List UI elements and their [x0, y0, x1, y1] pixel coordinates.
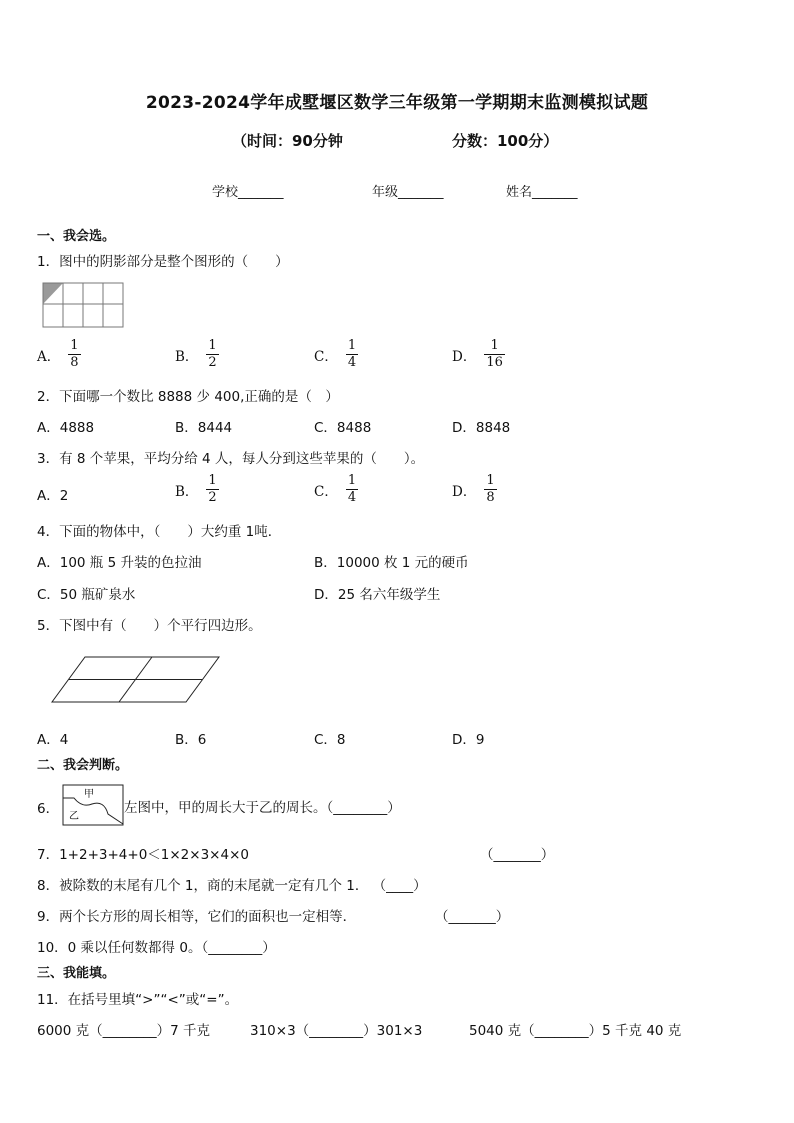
q2-option-b[interactable]: B．8444	[175, 420, 233, 436]
q5-option-d[interactable]: D．9	[452, 732, 485, 748]
fraction: $\frac{1}{8}$	[70, 338, 79, 370]
q2-option-c[interactable]: C．8488	[314, 420, 372, 436]
q11-item-2[interactable]: 310×3（________）301×3	[250, 1023, 423, 1039]
grid-figure	[41, 281, 125, 329]
question-4-text: 4．下面的物体中，（ ）大约重 1吨．	[37, 524, 282, 540]
question-9-text: 9．两个长方形的周长相等，它们的面积也一定相等．	[37, 909, 357, 925]
shaded-triangle	[43, 283, 63, 304]
q3-option-c[interactable]: C． $\frac{1}{4}$	[314, 473, 357, 505]
question-1-text: 1．图中的阴影部分是整个图形的（ ）	[37, 254, 289, 270]
exam-time: （时间：90分钟	[232, 132, 343, 150]
question-3-text: 3．有 8 个苹果，平均分给 4 人，每人分到这些苹果的（ ）。	[37, 451, 425, 467]
question-11-text: 11．在括号里填“>”“<”或“=”。	[37, 992, 239, 1008]
question-6-number: 6．	[37, 801, 60, 817]
q4-option-a[interactable]: A．100 瓶 5 升装的色拉油	[37, 555, 202, 571]
question-10-text: 10．0 乘以任何数都得 0。（________）	[37, 940, 276, 956]
fraction: $\frac{1}{8}$	[486, 473, 495, 505]
q9-answer-blank[interactable]: （_______）	[435, 909, 510, 925]
q5-option-a[interactable]: A．4	[37, 732, 69, 748]
jia-yi-figure	[62, 784, 124, 826]
page-title: 2023-2024学年成墅堰区数学三年级第一学期期末监测模拟试题	[145, 93, 649, 113]
q4-option-d[interactable]: D．25 名六年级学生	[314, 587, 441, 603]
label-yi: 乙	[69, 811, 79, 822]
q4-option-b[interactable]: B．10000 枚 1 元的硬币	[314, 555, 469, 571]
q5-option-c[interactable]: C．8	[314, 732, 346, 748]
q3-option-d[interactable]: D． $\frac{1}{8}$	[452, 473, 495, 505]
exam-score: 分数：100分）	[452, 132, 559, 150]
q2-option-d[interactable]: D．8848	[452, 420, 511, 436]
fraction: $\frac{1}{4}$	[347, 473, 357, 505]
fraction: $\frac{1}{16}$	[486, 338, 503, 370]
section-choice-heading: 一、我会选。	[37, 229, 116, 244]
q3-option-b[interactable]: B． $\frac{1}{2}$	[175, 473, 217, 505]
question-2-text: 2．下面哪一个数比 8888 少 400,正确的是（ ）	[37, 389, 339, 405]
q2-option-a[interactable]: A．4888	[37, 420, 95, 436]
question-7-text: 7．1+2+3+4+0＜1×2×3×4×0	[37, 847, 249, 863]
q11-item-3[interactable]: 5040 克（________）5 千克 40 克	[469, 1023, 682, 1039]
q1-option-b[interactable]: B． $\frac{1}{2}$	[175, 338, 217, 370]
school-field[interactable]: 学校_______	[212, 185, 284, 200]
grade-field[interactable]: 年级_______	[372, 185, 444, 200]
question-8-text: 8．被除数的末尾有几个 1，商的末尾就一定有几个 1． （____）	[37, 878, 427, 894]
q1-option-d[interactable]: D． $\frac{1}{16}$	[452, 338, 503, 370]
q1-option-a[interactable]: A． $\frac{1}{8}$	[37, 338, 79, 370]
q3-option-a[interactable]: A．2	[37, 488, 69, 504]
question-5-text: 5．下图中有（ ）个平行四边形。	[37, 618, 262, 634]
q7-answer-blank[interactable]: （_______）	[480, 847, 555, 863]
label-jia: 甲	[84, 789, 94, 800]
fraction: $\frac{1}{4}$	[347, 338, 357, 370]
q1-option-c[interactable]: C． $\frac{1}{4}$	[314, 338, 357, 370]
q11-item-1[interactable]: 6000 克（________）7 千克	[37, 1023, 211, 1039]
section-fill-heading: 三、我能填。	[37, 966, 116, 981]
name-field[interactable]: 姓名_______	[506, 185, 578, 200]
section-judge-heading: 二、我会判断。	[37, 758, 129, 773]
q5-option-b[interactable]: B．6	[175, 732, 207, 748]
fraction: $\frac{1}{2}$	[208, 338, 217, 370]
question-6-text: 左图中，甲的周长大于乙的周长。（________）	[124, 800, 401, 816]
fraction: $\frac{1}{2}$	[208, 473, 217, 505]
q4-option-c[interactable]: C．50 瓶矿泉水	[37, 587, 136, 603]
parallelogram-figure	[50, 654, 222, 706]
